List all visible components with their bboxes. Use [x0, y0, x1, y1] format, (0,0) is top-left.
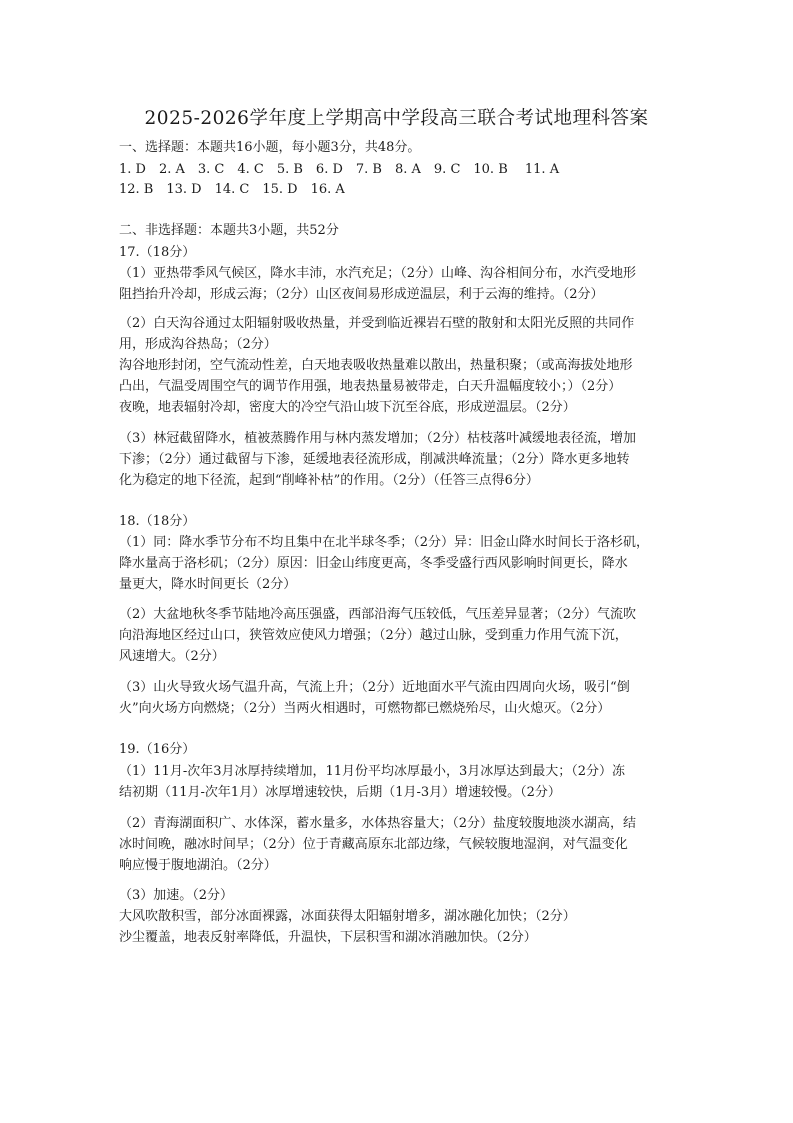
q19-p2-line-2: 冰时间晚，融冰时间早；（2分）位于青藏高原东北部边缘，气候较腹地湿润，对气温变化 — [119, 837, 628, 852]
q17-p2-line-3: 沟谷地形封闭，空气流动性差，白天地表吸收热量难以散出，热量积聚；（或高海拔处地形 — [119, 358, 633, 373]
q19-label: 19.（16分） — [119, 742, 196, 757]
section1-heading: 一、选择题：本题共16小题，每小题3分，共48分。 — [119, 140, 421, 155]
choice-answers-row-1: 1. D 2. A 3. C 4. C 5. B 6. D 7. B 8. A 9. C 10. B 11. A — [119, 162, 560, 177]
q18-p2-line-2: 向沿海地区经过山口，狭管效应使风力增强；（2分）越过山脉，受到重力作用气流下沉， — [119, 628, 628, 643]
q19-p1-line-1: （1）11月-次年3月冰厚持续增加，11月份平均冰厚最小，3月冰厚达到最大；（2分）冻 — [119, 764, 626, 779]
q17-p3-line-3: 化为稳定的地下径流，起到“削峰补枯”的作用。（2分）（任答三点得6分） — [119, 473, 539, 488]
document-title: 2025-2026学年度上学期高中学段高三联合考试地理科答案 — [144, 108, 649, 129]
q19-p3-line-2: 大风吹散积雪，部分冰面裸露，冰面获得太阳辐射增多，湖冰融化加快；（2分） — [119, 909, 576, 924]
q19-p3-line-1: （3）加速。（2分） — [119, 888, 234, 903]
q17-p2-line-2: 用，形成沟谷热岛；（2分） — [119, 337, 277, 352]
q17-p2-line-5: 夜晚，地表辐射冷却，密度大的冷空气沿山坡下沉至谷底，形成逆温层。（2分） — [119, 400, 576, 415]
q18-p2-line-1: （2）大盆地秋冬季节陆地冷高压强盛，西部沿海气压较低，气压差异显著；（2分）气流吹 — [119, 607, 637, 622]
q17-p1-line-2: 阻挡抬升冷却，形成云海；（2分）山区夜间易形成逆温层，利于云海的维持。（2分） — [119, 287, 604, 302]
q19-p1-line-2: 结初期（11月-次年1月）冰厚增速较快，后期（1月-3月）增速较慢。（2分） — [119, 785, 561, 800]
q17-p3-line-2: 下渗；（2分）通过截留与下渗，延缓地表径流形成，削减洪峰流量；（2分）降水更多地转 — [119, 452, 630, 467]
q18-p2-line-3: 风速增大。（2分） — [119, 649, 225, 664]
q17-label: 17.（18分） — [119, 245, 196, 260]
q18-label: 18.（18分） — [119, 514, 196, 529]
q17-p1-line-1: （1）亚热带季风气候区，降水丰沛，水汽充足；（2分）山峰、沟谷相间分布，水汽受地形 — [119, 266, 637, 281]
q18-p1-line-2: 降水量高于洛杉矶；（2分）原因：旧金山纬度更高，冬季受盛行西风影响时间更长，降水 — [119, 556, 628, 571]
q19-p2-line-1: （2）青海湖面积广、水体深，蓄水量多，水体热容量大；（2分）盐度较腹地淡水湖高，结 — [119, 816, 637, 831]
q18-p1-line-3: 量更大，降水时间更长（2分） — [119, 577, 297, 592]
q17-p2-line-4: 凸出，气温受周围空气的调节作用强，地表热量易被带走，白天升温幅度较小；）（2分） — [119, 379, 622, 394]
q17-p2-line-1: （2）白天沟谷通过太阳辐射吸收热量，并受到临近裸岩石壁的散射和太阳光反照的共同作 — [119, 316, 635, 331]
q19-p3-line-3: 沙尘覆盖，地表反射率降低，升温快，下层积雪和湖冰消融加快。（2分） — [119, 930, 537, 945]
q18-p1-line-1: （1）同：降水季节分布不均且集中在北半球冬季；（2分）异：旧金山降水时间长于洛杉矶， — [119, 535, 650, 550]
q18-p3-line-1: （3）山火导致火场气温升高，气流上升；（2分）近地面水平气流由四周向火场，吸引“倒 — [119, 680, 630, 695]
section2-heading: 二、非选择题：本题共3小题，共52分 — [119, 223, 339, 238]
q17-p3-line-1: （3）林冠截留降水，植被蒸腾作用与林内蒸发增加；（2分）枯枝落叶减缓地表径流，增加 — [119, 431, 637, 446]
choice-answers-row-2: 12. B 13. D 14. C 15. D 16. A — [119, 182, 345, 197]
q18-p3-line-2: 火”向火场方向燃烧；（2分）当两火相遇时，可燃物都已燃烧殆尽，山火熄灭。（2分） — [119, 701, 611, 716]
q19-p2-line-3: 响应慢于腹地湖泊。（2分） — [119, 858, 277, 873]
